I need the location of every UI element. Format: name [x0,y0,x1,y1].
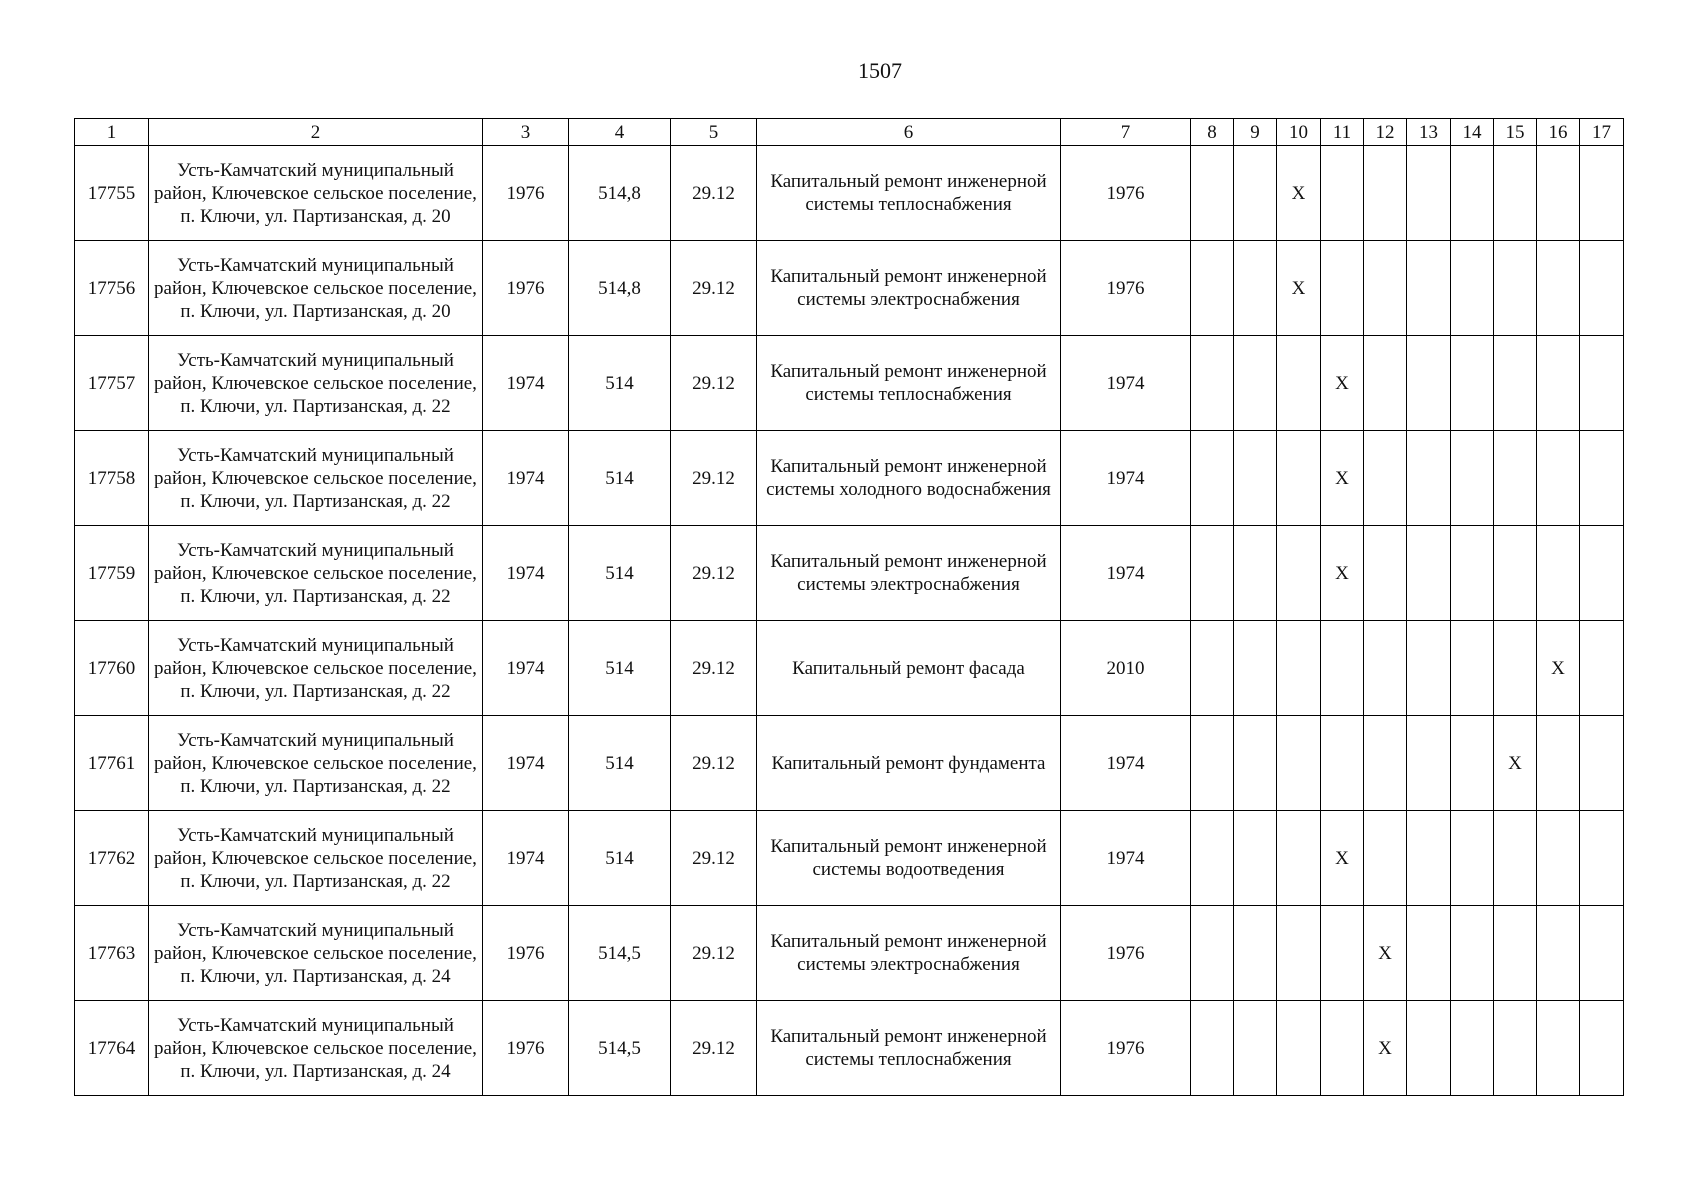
work-type-cell: Капитальный ремонт фасада [757,621,1061,716]
period-empty-cell [1494,811,1537,906]
period-empty-cell [1580,906,1624,1001]
period-empty-cell [1537,336,1580,431]
period-empty-cell [1580,1001,1624,1096]
work-year-cell: 2010 [1061,621,1191,716]
period-empty-cell [1277,906,1321,1001]
address-cell: Усть-Камчатский муниципальный район, Ключевское сельское поселение, п. Ключи, ул. Партизанская, д. 22 [149,811,483,906]
period-empty-cell [1364,716,1407,811]
address-cell: Усть-Камчатский муниципальный район, Ключевское сельское поселение, п. Ключи, ул. Партизанская, д. 22 [149,336,483,431]
period-mark-cell: Х [1321,336,1364,431]
period-empty-cell [1580,241,1624,336]
period-empty-cell [1407,146,1451,241]
area-cell: 514 [569,716,671,811]
column-header: 1 [75,119,149,146]
period-empty-cell [1234,526,1277,621]
period-empty-cell [1407,526,1451,621]
code-cell: 29.12 [671,241,757,336]
period-mark-cell: Х [1364,1001,1407,1096]
period-empty-cell [1321,241,1364,336]
period-empty-cell [1191,1001,1234,1096]
period-empty-cell [1277,526,1321,621]
period-empty-cell [1451,621,1494,716]
period-empty-cell [1537,241,1580,336]
period-empty-cell [1580,811,1624,906]
period-empty-cell [1234,621,1277,716]
registry-table [74,118,1624,1096]
period-empty-cell [1494,906,1537,1001]
record-id-cell: 17762 [75,811,149,906]
period-empty-cell [1407,431,1451,526]
address-cell: Усть-Камчатский муниципальный район, Ключевское сельское поселение, п. Ключи, ул. Партизанская, д. 22 [149,716,483,811]
build-year-cell: 1974 [483,811,569,906]
column-header: 10 [1277,119,1321,146]
area-cell: 514 [569,811,671,906]
column-header: 13 [1407,119,1451,146]
table-row [75,146,1624,241]
period-empty-cell [1234,811,1277,906]
period-empty-cell [1234,1001,1277,1096]
period-empty-cell [1191,526,1234,621]
work-type-cell: Капитальный ремонт инженерной системы электроснабжения [757,906,1061,1001]
work-type-cell: Капитальный ремонт инженерной системы электроснабжения [757,526,1061,621]
column-header: 12 [1364,119,1407,146]
record-id-cell: 17756 [75,241,149,336]
build-year-cell: 1976 [483,1001,569,1096]
period-empty-cell [1407,716,1451,811]
period-empty-cell [1277,431,1321,526]
code-cell: 29.12 [671,431,757,526]
period-empty-cell [1451,811,1494,906]
period-empty-cell [1277,716,1321,811]
period-empty-cell [1580,431,1624,526]
period-empty-cell [1537,811,1580,906]
area-cell: 514 [569,526,671,621]
table-row [75,431,1624,526]
table-row [75,1001,1624,1096]
period-empty-cell [1537,906,1580,1001]
period-empty-cell [1277,1001,1321,1096]
build-year-cell: 1976 [483,906,569,1001]
column-header: 3 [483,119,569,146]
address-cell: Усть-Камчатский муниципальный район, Ключевское сельское поселение, п. Ключи, ул. Партизанская, д. 22 [149,621,483,716]
period-empty-cell [1407,621,1451,716]
period-empty-cell [1321,1001,1364,1096]
period-empty-cell [1234,336,1277,431]
code-cell: 29.12 [671,716,757,811]
period-mark-cell: Х [1277,146,1321,241]
period-empty-cell [1277,811,1321,906]
period-empty-cell [1191,431,1234,526]
build-year-cell: 1976 [483,146,569,241]
period-empty-cell [1407,811,1451,906]
work-year-cell: 1974 [1061,336,1191,431]
area-cell: 514 [569,336,671,431]
period-empty-cell [1277,621,1321,716]
table-row [75,241,1624,336]
record-id-cell: 17757 [75,336,149,431]
period-empty-cell [1451,146,1494,241]
period-empty-cell [1494,336,1537,431]
build-year-cell: 1976 [483,241,569,336]
period-empty-cell [1580,621,1624,716]
period-empty-cell [1234,906,1277,1001]
area-cell: 514 [569,431,671,526]
table-row [75,336,1624,431]
period-empty-cell [1191,146,1234,241]
period-mark-cell: Х [1321,526,1364,621]
address-cell: Усть-Камчатский муниципальный район, Ключевское сельское поселение, п. Ключи, ул. Партизанская, д. 22 [149,526,483,621]
period-empty-cell [1234,146,1277,241]
table-row [75,906,1624,1001]
period-mark-cell: Х [1321,811,1364,906]
area-cell: 514,8 [569,241,671,336]
record-id-cell: 17761 [75,716,149,811]
build-year-cell: 1974 [483,621,569,716]
column-header: 4 [569,119,671,146]
period-empty-cell [1494,431,1537,526]
area-cell: 514,8 [569,146,671,241]
address-cell: Усть-Камчатский муниципальный район, Ключевское сельское поселение, п. Ключи, ул. Партизанская, д. 20 [149,241,483,336]
period-empty-cell [1364,146,1407,241]
work-year-cell: 1976 [1061,146,1191,241]
period-empty-cell [1277,336,1321,431]
period-empty-cell [1451,526,1494,621]
table-row [75,526,1624,621]
code-cell: 29.12 [671,1001,757,1096]
column-header: 6 [757,119,1061,146]
work-year-cell: 1974 [1061,716,1191,811]
period-empty-cell [1451,906,1494,1001]
work-year-cell: 1974 [1061,811,1191,906]
period-empty-cell [1580,336,1624,431]
table-row [75,716,1624,811]
period-empty-cell [1321,621,1364,716]
code-cell: 29.12 [671,906,757,1001]
period-empty-cell [1191,811,1234,906]
work-type-cell: Капитальный ремонт фундамента [757,716,1061,811]
period-empty-cell [1451,241,1494,336]
page-number: 1507 [858,58,902,83]
period-empty-cell [1364,336,1407,431]
period-empty-cell [1321,906,1364,1001]
period-mark-cell: Х [1277,241,1321,336]
work-year-cell: 1976 [1061,1001,1191,1096]
code-cell: 29.12 [671,621,757,716]
period-empty-cell [1407,241,1451,336]
period-empty-cell [1407,336,1451,431]
period-empty-cell [1364,431,1407,526]
record-id-cell: 17763 [75,906,149,1001]
period-empty-cell [1364,621,1407,716]
column-header: 7 [1061,119,1191,146]
period-empty-cell [1537,431,1580,526]
work-type-cell: Капитальный ремонт инженерной системы электроснабжения [757,241,1061,336]
work-year-cell: 1976 [1061,906,1191,1001]
column-header: 11 [1321,119,1364,146]
work-type-cell: Капитальный ремонт инженерной системы теплоснабжения [757,336,1061,431]
column-header: 5 [671,119,757,146]
period-empty-cell [1537,1001,1580,1096]
period-empty-cell [1451,716,1494,811]
build-year-cell: 1974 [483,431,569,526]
work-year-cell: 1976 [1061,241,1191,336]
build-year-cell: 1974 [483,336,569,431]
table-body [75,146,1624,1096]
period-mark-cell: Х [1494,716,1537,811]
period-empty-cell [1494,621,1537,716]
period-empty-cell [1321,146,1364,241]
work-type-cell: Капитальный ремонт инженерной системы водоотведения [757,811,1061,906]
column-header: 9 [1234,119,1277,146]
code-cell: 29.12 [671,811,757,906]
work-type-cell: Капитальный ремонт инженерной системы холодного водоснабжения [757,431,1061,526]
address-cell: Усть-Камчатский муниципальный район, Ключевское сельское поселение, п. Ключи, ул. Партизанская, д. 24 [149,1001,483,1096]
column-header: 16 [1537,119,1580,146]
record-id-cell: 17755 [75,146,149,241]
period-mark-cell: Х [1364,906,1407,1001]
period-empty-cell [1234,431,1277,526]
period-empty-cell [1537,146,1580,241]
period-empty-cell [1234,716,1277,811]
period-empty-cell [1321,716,1364,811]
period-mark-cell: Х [1321,431,1364,526]
period-empty-cell [1191,716,1234,811]
period-empty-cell [1451,336,1494,431]
header-row [75,119,1624,146]
period-empty-cell [1494,146,1537,241]
period-empty-cell [1451,431,1494,526]
period-empty-cell [1234,241,1277,336]
period-empty-cell [1191,241,1234,336]
period-empty-cell [1191,336,1234,431]
code-cell: 29.12 [671,336,757,431]
period-empty-cell [1580,526,1624,621]
column-header: 15 [1494,119,1537,146]
address-cell: Усть-Камчатский муниципальный район, Ключевское сельское поселение, п. Ключи, ул. Партизанская, д. 20 [149,146,483,241]
record-id-cell: 17758 [75,431,149,526]
period-empty-cell [1537,716,1580,811]
area-cell: 514 [569,621,671,716]
period-empty-cell [1537,526,1580,621]
code-cell: 29.12 [671,526,757,621]
period-empty-cell [1191,906,1234,1001]
period-empty-cell [1494,241,1537,336]
column-header: 8 [1191,119,1234,146]
period-mark-cell: Х [1537,621,1580,716]
record-id-cell: 17760 [75,621,149,716]
column-header: 2 [149,119,483,146]
table-header [75,119,1624,146]
work-year-cell: 1974 [1061,431,1191,526]
work-year-cell: 1974 [1061,526,1191,621]
period-empty-cell [1580,716,1624,811]
work-type-cell: Капитальный ремонт инженерной системы теплоснабжения [757,146,1061,241]
table-row [75,811,1624,906]
period-empty-cell [1494,526,1537,621]
period-empty-cell [1191,621,1234,716]
address-cell: Усть-Камчатский муниципальный район, Ключевское сельское поселение, п. Ключи, ул. Партизанская, д. 24 [149,906,483,1001]
column-header: 14 [1451,119,1494,146]
column-header: 17 [1580,119,1624,146]
table-row [75,621,1624,716]
area-cell: 514,5 [569,906,671,1001]
period-empty-cell [1364,526,1407,621]
area-cell: 514,5 [569,1001,671,1096]
build-year-cell: 1974 [483,526,569,621]
address-cell: Усть-Камчатский муниципальный район, Ключевское сельское поселение, п. Ключи, ул. Партизанская, д. 22 [149,431,483,526]
period-empty-cell [1364,811,1407,906]
period-empty-cell [1407,1001,1451,1096]
code-cell: 29.12 [671,146,757,241]
work-type-cell: Капитальный ремонт инженерной системы теплоснабжения [757,1001,1061,1096]
build-year-cell: 1974 [483,716,569,811]
period-empty-cell [1494,1001,1537,1096]
period-empty-cell [1451,1001,1494,1096]
period-empty-cell [1364,241,1407,336]
period-empty-cell [1407,906,1451,1001]
record-id-cell: 17764 [75,1001,149,1096]
record-id-cell: 17759 [75,526,149,621]
period-empty-cell [1580,146,1624,241]
